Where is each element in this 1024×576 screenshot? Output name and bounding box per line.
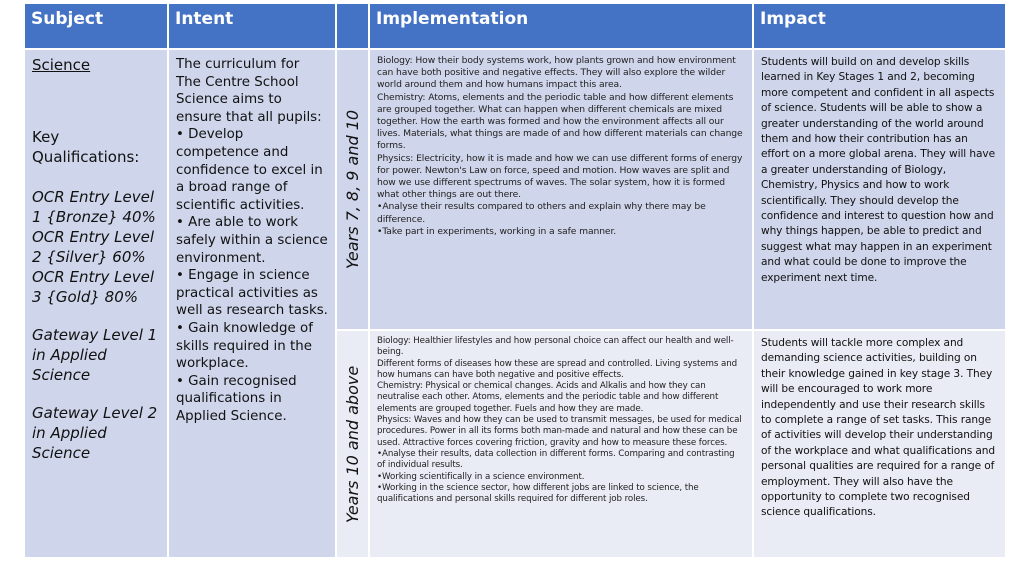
years-text: Years 7, 8, 9 and 10 bbox=[343, 109, 362, 270]
impact-cell-row2: Students will tackle more complex and demanding science activities, building on their knowledge gained in key stage 3. They will be encouraged to work more independently and use their research skills to complete a range of set tasks. This range of activities will develop their understanding of the workplace and what qualifications and personal qualities are required for a range of employment. They will also have the opportunity to complete two recognised science qualifications. bbox=[754, 331, 1005, 557]
intent-intro: The curriculum for The Centre School Science aims to ensure that all pupils: bbox=[176, 57, 322, 125]
header-intent: Intent bbox=[169, 4, 335, 48]
implementation-paragraph: Different forms of diseases how these are spread and controlled. Living systems and how humans can have both negative and positive effects. bbox=[377, 358, 738, 380]
implementation-paragraph: Chemistry: Atoms, elements and the periodic table and how different elements are grouped together. What can happen when different chemicals are mixed together. How the earth was formed and how the environment affects all our lives. Materials, what things are made of and how different materials can change forms. bbox=[377, 91, 743, 152]
key-qualifications-label: Key Qualifications: bbox=[32, 128, 140, 166]
years-label-row2 bbox=[337, 331, 368, 557]
implementation-paragraph: Physics: Electricity, how it is made and how we can use different forms of energy for power. Newton's Law on force, speed and motion. How waves are split and how we use different spectrums of waves. The solar system, how it is formed what other things are out there. bbox=[377, 152, 743, 201]
qualification-item: OCR Entry Level 2 {Silver} 60% bbox=[32, 228, 155, 266]
intent-point: • Engage in science practical activities as well as research tasks. bbox=[176, 268, 328, 319]
implementation-paragraph: Biology: How their body systems work, how plants grown and how environment can have both positive and negative effects. They will also explore the wilder world around them and how humans impact this area. bbox=[377, 55, 736, 91]
implementation-cell-row2 bbox=[370, 331, 752, 557]
intent-point: • Gain knowledge of skills required in the workplace. bbox=[176, 320, 313, 372]
intent-cell bbox=[169, 50, 335, 557]
subject-cell bbox=[25, 50, 167, 557]
header-years-blank bbox=[337, 4, 368, 48]
curriculum-table bbox=[25, 4, 1005, 557]
gateway-item: Gateway Level 2 in Applied Science bbox=[32, 404, 158, 462]
years-label-row1 bbox=[337, 50, 368, 329]
implementation-paragraph: •Analyse their results compared to others and explain why there may be difference. bbox=[377, 201, 706, 225]
intent-points bbox=[176, 126, 328, 425]
intent-point: • Are able to work safely within a science environment. bbox=[176, 215, 328, 266]
intent-point: • Gain recognised qualifications in Applied Science. bbox=[176, 373, 297, 424]
header-impact: Impact bbox=[754, 4, 1005, 48]
implementation-paragraph: •Take part in experiments, working in a safe manner. bbox=[377, 225, 617, 237]
header-implementation: Implementation bbox=[370, 4, 752, 48]
implementation-cell-row1 bbox=[370, 50, 752, 329]
implementation-paragraph: •Working in the science sector, how different jobs are linked to science, the qualifications and personal skills required for different job roles. bbox=[377, 482, 699, 505]
qualification-item: OCR Entry Level 1 {Bronze} 40% bbox=[32, 188, 156, 226]
implementation-paragraph: •Analyse their results, data collection in different forms. Comparing and contrasting of individual results. bbox=[377, 448, 735, 471]
intent-point: • Develop competence and confidence to excel in a broad range of scientific activities. bbox=[176, 127, 323, 213]
qualification-list bbox=[32, 187, 160, 463]
implementation-paragraph: •Working scientifically in a science environment. bbox=[377, 471, 585, 482]
implementation-paragraph: Physics: Waves and how they can be used to transmit messages, be used for medical procedures. Power in all its forms both man-made and natural and how these can be used. Attractive forces covering friction, gravity and how to measure these forces. bbox=[377, 415, 742, 448]
qualification-item: OCR Entry Level 3 {Gold} 80% bbox=[32, 268, 155, 306]
implementation-paragraph: Chemistry: Physical or chemical changes. Acids and Alkalis and how they can neutralise each other. Atoms, elements and the periodic table and how different elements are grouped together. Fuels and how they are made. bbox=[377, 381, 719, 414]
impact-cell-row1: Students will build on and develop skills learned in Key Stages 1 and 2, becoming more competent and confident in all aspects of science. Students will be able to show a greater understanding of the world around them and how their contribution has an effort on a more global arena. They will have a greater understanding of Biology, Chemistry, Physics and how to work scientifically. They should develop the confidence and interest to question how and why things happen, be able to predict and suggest what may happen in an experiment and what could be done to improve the experiment next time. bbox=[754, 50, 1005, 329]
implementation-paragraph: Biology: Healthier lifestyles and how personal choice can affect our health and well-being. bbox=[377, 336, 734, 358]
gateway-item: Gateway Level 1 in Applied Science bbox=[32, 326, 158, 384]
header-subject: Subject bbox=[25, 4, 167, 48]
subject-title: Science bbox=[32, 56, 91, 74]
years-text: Years 10 and above bbox=[343, 365, 363, 523]
